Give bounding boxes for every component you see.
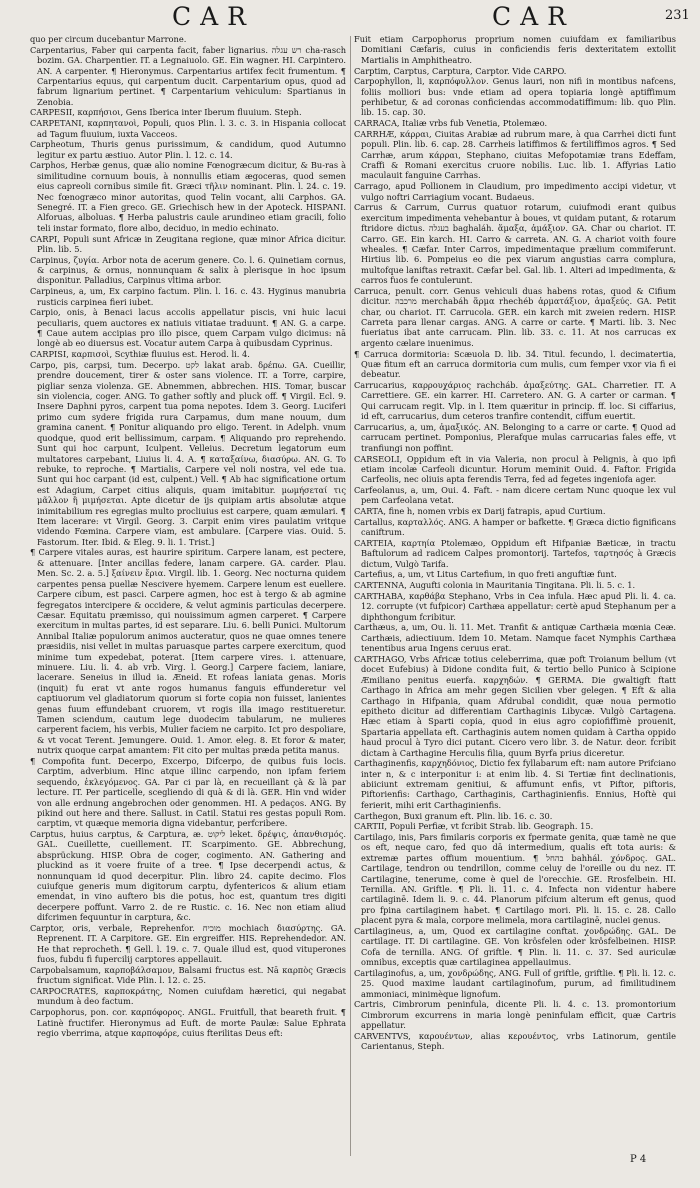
dictionary-entry: Carptus, huius carptus, & Carptura, æ. ליקוט leket. δρέψις, ἀπανθισμός. GAL. Cueillette, cueillement. IT. Scarpimento. GE. Abbrechung, absprückung. HISP. Obra de coger, cogimento. AN. Gathering and pluckind as it voere fruite of a tree. ¶ Ipse decerpendi actus, & nonnunquam id quod decerpitur. Plin. libro 24. capite decimo. Flos cuiufque generis mum digitorum carptu, dyfentericos & alium etiam emendat, in vino auftero bis die potus, hoc est, quantum tres digiti decerpere poffunt. Varro 2. de re Rustic. c. 16. Nec non etiam aliud difcrimen fequuntur in carptura, &c.: [30, 829, 347, 923]
right-column: [354, 34, 676, 1052]
header-word-left: CAR: [172, 2, 256, 31]
dictionary-entry: Carruca, penult. corr. Genus vehiculi duas habens rotas, quod & Cifium dicitur. מרכבה merchabáh ἅρμα rhechéb ἁρματάξιον, ἁμαξεύς. GA. Petit char, ou chariot. IT. Carrucola. GER. ein karch mit zweien redern. HISP. Carreta para llenar cargas. ANG. A carre or carte. ¶ Marti. lib. 3. Nec fueriatus ibat ante carrucam. Plin. lib. 33. c. 11. At nos carrucas ex argento cælare inuenimus.: [354, 285, 676, 348]
dictionary-entry: CARPESII, καρπήσιοι, Gens Iberica inter Iberum fluuium. Steph.: [30, 107, 302, 118]
page-number: 231: [665, 8, 690, 23]
dictionary-entry: Cartilaginofus, a, um, χονδρώδης, ANG. Full of griftle, griftlie. ¶ Pli. li. 12. c. 25. Quod maxime laudant cartilaginofum, purum, ad fimilitudinem ammoniaci, minimèque lignofum.: [354, 967, 676, 999]
dictionary-entry: Fuit etiam Carpophorus proprium nomen cuiufdam ex familiaribus Domitiani Cæfaris, cuius in conficiendis feris dexteritatem extollit Martialis in Amphitheatro.: [354, 34, 676, 65]
dictionary-entry: quo per circum ducebantur Marrone.: [30, 34, 187, 44]
dictionary-entry: Cartilago, inis, Pars fimilaris corporis ex fpermate genita, quæ tamè ne que os eft, neque caro, fed quo dā intermedium, qualis eft tota auris: & extremæ partes offium mouentium. ¶ בהחל bahhál. χόνδρος. GAL. Cartilage, tendron ou tendrillon, comme celuy de l'oreille ou du nez. IT. Cartilagine, tenerume, come è quel de l'orecchie. GE. Rrosfelbein. HI. Ternilla. AN. Griftle. ¶ Pli. li. 11. c. 4. Infecta non videntur habere cartilaginē. Idem li. 9. c. 44. Planorum pifcium alterum eft genus, quod pro fpina cartilaginem habet. ¶ Cartilago mori. Pli. li. 15. c. 28. Callo placent pyra & mala, corpore melimela, mora cartilaginē, nuclei genus.: [354, 832, 676, 926]
dictionary-entry: Carthegon, Buxi granum eft. Plin. lib. 16. c. 30.: [354, 810, 553, 821]
dictionary-entry: Carptim, Carptus, Carptura, Carptor. Vide CARPO.: [354, 65, 567, 76]
dictionary-entry: Carpineus, a, um, Ex carpino factum. Plin. l. 16. c. 43. Hyginus manubria rusticis carpinea fieri iubet.: [30, 286, 346, 307]
dictionary-entry: Carpentarius, Faber qui carpenta facit, faber lignarius. רש עגלה cha-rasch bozim. GA. Charpentier. IT. a Legnaiuolo. GE. Ein wagner. HI. Carpintero. AN. A carpenter. ¶ Hieronymus. Carpentarius artifex fecit frumentum. ¶ Carpentarius equus, qui carpentum ducit. Carpentarium opus, quod ad fabrum lignarium pertinet. ¶ Carpentarium vehiculum: Spartianus in Zenobia.: [30, 44, 347, 107]
dictionary-entry: ¶ Carpere vitales auras, est haurire spiritum. Carpere lanam, est pectere, & attenuare. [Inter ancillas federe, lanam carpere. GA. carder. Plau. Men. Sc. 2. a. 5.] ξαίνειν ἔρια. Virgil. lib. 1. Georg. Nec nocturna quidem carpentes pensa puellæ Nescivere hyemem. Carpere lenum est euellere. Carpere cibum, est pasci. Carpere agmen, hoc est à tergo & ab agmine fegregatos intercipere & occidere, & velut agminis particulas decerpere. Cæsar. Equitatu præmisso, qui nouissimum agmen carperet. ¶ Carpere exercitum in multas partes, id est separare. Liu. 6. belli Punici. Multorum Annibal Italiæ populorum animos aucteratur, quos ne quae omnes tenere præsidiis, nisi vellet in multas paruasque partes carpere exercitum, quod minime tum expedebat, poterat. [Item carpere vires. i. attenuare, minuere. Liu. li. 4. ab vrb. Virg. l. Georg.] Carpere faciem, laniare, lacerare. Seneius in illud ia. Æneid. Et rofeas laniata genas. Moris (inquit) fu erat vt ante rogos humanus fanguis effunderetur vel captiuorum vel gladiatorum quorum si forte copia non fuisset, lanientes genas fuum effundebant cruorem, vt rogis illa imago restitueretur. Tamen sciendum, cautum lege duodecim tabularum, ne mulieres carperent faciem, his verbis, Mulier faciem ne carpito. Ict pro despoliare, & vt vocat Terent. Jemungere. Ouid. 1. Amor. eleg. 8. Et foror & mater, nutrix quoque carpat amantem: Fit cito per multas præda petita manus.: [30, 547, 346, 756]
dictionary-entry: Carrucarius, a, um, ἁμαξικός. AN. Belonging to a carre or carte. ¶ Quod ad carrucam pertinet. Pomponius, Plerafque mulas carrucarias fales effe, vt tranfiungi non poffint.: [354, 422, 676, 453]
signature-mark: P 4: [630, 1154, 647, 1165]
dictionary-entry: Cartefius, a, um, vt Litus Cartefium, in quo freti anguftiæ funt.: [354, 569, 617, 580]
dictionary-entry: CARPETANI, καρπητανοὶ, Populi, quos Plin. l. 3. c. 3. in Hispania collocat ad Tagum fluuium, iuxta Vacceos.: [30, 118, 346, 139]
dictionary-entry: CARTA, fine h, nomen vrbis ex Darij fatrapis, apud Curtium.: [354, 506, 606, 517]
dictionary-entry: CARPI, Populi sunt Africæ in Zeugitana regione, quæ minor Africa dicitur. Plin. lib. 5.: [30, 233, 346, 254]
dictionary-entry: CARRACA, Italiæ vrbs fub Venetia, Ptolemæo.: [354, 118, 548, 129]
dictionary-entry: Carpobalsamum, καρποβάλσαμον, Balsami fructus est. Nā καρπὸς Græcis fructum significat. Vide Plin. l. 12. c. 25.: [30, 964, 346, 986]
dictionary-entry: ¶ Compofita funt. Decerpo, Excerpo, Difcerpo, de quibus fuis locis. Carptim, adverbium. Hinc atque illinc carpendo, non ipfam feriem sequendo, ἐκλεγόμενος. GA. Par ci par là, en recueillant çà & là par lecture. IT. Per particelle, scegliendo di quà & di là. GER. Hin vnd wider von alle erdnung angebrochen oder genommen. HI. A pedaços. ANG. By pikind out here and there. Sallust. in Catil. Statui res gestas populi Rom. carptim, vt quæque memoria digna videbantur, perfcribere.: [30, 755, 346, 829]
dictionary-entry: Carphos, Herbæ genus, quæ alio nomine Fœnogræcum dicitur, & Bu-ras à similitudine cornuum bouis, à nonnullis etiam ægoceras, quod semen eius capreoli cornibus simile fit. Græci τῆλιν nominant. Plin. l. 24. c. 19. Nec fœnogræco minor autoritas, quod Telin vocant, alii Carphos. GA. Senegré. IT. a Fien greco. GE. Griechisch hew in der Apoteck. HISPANI. Alforuas, alboluas. ¶ Herba palustris caule arundineo etiam gracili, folio teli instar formato, flore albo, deciduo, in medio echinato.: [30, 160, 346, 233]
dictionary-entry: CARPOCRATES, καρποκράτης, Nomen cuiufdam hæretici, qui negabat mundum à deo factum.: [30, 986, 346, 1007]
dictionary-entry: Carpo, pis, carpsi, tum. Decerpo. לקט lakat arab. δρέπω. GA. Cueillir, prendre doucement, tirer & oster sans violence. IT. a Torre, carpire, pigliar senza violenza. GE. Abnemmen, abbrechen. HIS. Tomar, buscar sin violencia, coger. ANG. To gather softly and pluck off. ¶ Virgil. Ecl. 9. Insere Daphni pyros, carpent tua poma nepotes. Idem 3. Georg. Luciferi primo cum sydere frigida rura Carpamus, dum mane nouum, dum gramina canent. ¶ Ponitur aliquando pro eligo. Terent. in Adelph. vnum quodque, quod erit bellissimum, carpam. ¶ Aliquando pro reprehendo. Sunt qui hoc carpunt, Iculpent. Velleius. Decretum legatorum eum multatores carpebant, Liuius li. 4. A. ¶ καταξαίνω, διασύρω. AN. G. To rebuke, to reproche. ¶ Martialis, Carpere vel noli nostra, vel ede tua. Sunt qui hoc carpant (id est, culpent.) Vell. ¶ Ab hac significatione ortum est Adagium, Carpet citius aliquis, quam imitabitur. μωμήσεταί τις μᾶλλον ἢ μιμήσεται. Apte dicetur de ijs quipiam artis absolutæ atque inimitabilium res egregias multo procliuius est carpere, quam æmulari. ¶ Item lacerare: vt Virgil. Georg. 3. Carpit enim vires paulatim vritque videndo Fœmina. Carpere viam, est ambulare. [Carpere vias. Ouid. 5. Fastorum. Iter. Ibid. & Eleg. 9. li. 1. Trist.]: [30, 359, 347, 547]
dictionary-entry: Cartilagineus, a, um, Quod ex cartilagine conftat. χονδρώδης. GAL. De cartilage. IT. Di cartilagine. GE. Von krôsfelen oder krôsfelbeinen. HISP. Cofa de ternilla. ANG. Of griftle. ¶ Plin. li. 11. c. 37. Sed auriculæ omnibus, exceptis quæ cartilaginea appellauimus.: [354, 925, 676, 968]
left-column: [30, 34, 346, 1039]
running-header: [0, 0, 700, 32]
dictionary-entry: Carrus & Carrum, Currus quatuor rotarum, cuiufmodi erant quibus exercitum impedimenta vehebantur à boues, vt quidam putant, & rotarum ftridore dictus. בעגלה baghaláh. ἅμαξα, ἁμάξιον. GA. Char ou chariot. IT. Carro. GE. Ein karch. HI. Carro & carreta. AN. G. A chariot voith foure wheales. ¶ Cæfar. Inter Carros, impedimentaque prælium commiferunt. Hirtius lib. 6. Pompeius eo die pex viarum angustias carra complura, multofque laniftas retraxit. Cæfar bel. Gal. lib. 1. Alteri ad impedimenta, & carros fuos fe contulerunt.: [354, 202, 677, 286]
dictionary-entry: CARTHABA, καρθάβα Stephano, Vrbs in Cea infula. Hæc apud Pli. li. 4. ca. 12. corrupte (vt fufpicor) Carthæa appellatur: certè apud Stephanum per a diphthongum fcribitur.: [354, 590, 676, 622]
dictionary-entry: ¶ Carruca dormitoria: Scæuola D. lib. 34. Titul. fecundo, l. decimatertia, Quæ fitum eft an carruca dormitoria cum mulis, cum femper vxor via fi ei debeatur.: [354, 348, 676, 380]
dictionary-entry: Cartallus, καρταλλός. ANG. A hamper or bafkette. ¶ Græca dictio fignificans caniftrum.: [354, 516, 676, 538]
dictionary-entry: CARTEIA, καρτηία Ptolemæo, Oppidum eft Hifpaniæ Bæticæ, in tractu Baftulorum ad radicem Calpes promontorij. Tartefos, ταρτησός à Græcis dictum, Vulgò Tarifa.: [354, 537, 676, 569]
dictionary-entry: Carpophorus, pon. cor. καρπόφορος. ANGL. Fruitfull, that beareth fruit. ¶ Latinè fructifer. Hieronymus ad Euft. de morte Paulæ: Salue Ephrata regio vberrima, atque καρποφόρε, cuius fterilitas Deus eft:: [30, 1007, 346, 1038]
dictionary-entry: Carthæus, a, um, Ou. li. 11. Met. Tranfit & antiquæ Carthæia mœnia Ceæ. Carthæis, adiectiuum. Idem 10. Metam. Namque facet Nymphis Carthæa tenentibus arua Ingens ceruus erat.: [354, 622, 676, 654]
column-divider: [350, 36, 351, 1156]
dictionary-entry: CARSEOLI, Oppidum eft in via Valeria, non procul à Pelignis, à quo ipfi etiam incolæ Carfeoli dicuntur. Horum meminit Ouid. 4. Faftor. Frigida Carfeolis, nec oliuis apta ferendis Terra, fed ad fegetes ingeniofa ager.: [354, 453, 676, 485]
dictionary-entry: Carpinus, ζυγία. Arbor nota de acerum genere. Co. l. 6. Quinetiam cornus, & carpinus, & ornus, nonnunquam & salix à plerisque in hoc ipsum disponitur. Palladius, Carpinus vltima arbor.: [30, 254, 346, 286]
dictionary-entry: Carptor, oris, verbale, Reprehenfor. מוכיח mochiach διασύρτης. GA. Reprenent. IT. A Carpitore. GE. Ein ergreiffer. HIS. Reprehendedor. AN. He that reprocheth. ¶ Gell. l. 19. c. 7. Quale illud est, quod vituperones fuos, fubdu fi fupercilij carptores appellauit.: [30, 922, 346, 965]
dictionary-entry: Carpio, onis, à Benaci lacus accolis appellatur piscis, vni huic lacui peculiaris, quem auctores ex natiuis vitiatae traduunt. ¶ AN. G. a carpe. ¶ Caue autem accipias pro illo pisce, quem Carpam vulgo dicimus: nā longè ab eo diuersus est. Vocatur autem Carpa à quibusdam Cyprinus.: [30, 307, 346, 349]
dictionary-entry: CARTENNA, Augufti colonia in Mauritania Tingitana. Pli. li. 5. c. 1.: [354, 580, 636, 591]
dictionary-entry: Cartris, Cimbrorum peninfula, dicente Pli. li. 4. c. 13. promontorium Cimbrorum excurrens in maria longè peninfulam efficit, quæ Cartris appellatur.: [354, 999, 676, 1031]
dictionary-entry: CARTII, Populi Perfiæ, vt fcribit Strab. lib. Geograph. 15.: [354, 821, 594, 832]
dictionary-entry: Carpophyllon, li, καρπόφυλλον. Genus lauri, non nifi in montibus nafcens, foliis molliori bus: vnde etiam ad opera topiaria longè aptiffimum perhibetur, & ad coronas conficiendas accommodatiffimum: lib. quo Plin. lib. 15. cap. 30.: [354, 76, 676, 118]
dictionary-entry: Carpheotum, Thuris genus purissimum, & candidum, quod Autumno legitur ex partu æstiuo. Autor Plin. l. 12. c. 14.: [30, 139, 346, 160]
dictionary-entry: CARPISI, καρπισοὶ, Scythiæ fluuius est. Herod. li. 4.: [30, 349, 250, 360]
header-word-right: CAR: [492, 2, 576, 31]
dictionary-entry: Carrago, apud Pollionem in Claudium, pro impedimento accipi videtur, vt vulgo noftri Carriagium vocant. Budaeus.: [354, 181, 676, 202]
dictionary-entry: Carfeolanus, a, um, Oui. 4. Faft. - nam dicere certam Nunc quoque lex vul pem Carfeolana vetat.: [354, 485, 676, 506]
dictionary-entry: Carthaginenfis, καρχηδόνιος, Dictio fex fyllabarum eft: nam autore Prifciano inter n, & c interponitur i: at enim lib. 4. Si Tertiæ fint declinationis, abiiciunt extremam genitiui, & affumunt enfis, vt Piftor, piftoris, Piftorienfis: Carthago, Carthaginis, Carthaginienfis. Ennius, Hoftè qui ferierit, mihi erit Carthaginienfis.: [354, 758, 676, 810]
dictionary-entry: Carrucarius, καρρουχάριος rachcháb. ἀμαξεύτης. GAL. Charretier. IT. A Carrettiere. GE. ein karrer. HI. Carretero. AN. G. A carter or carman. ¶ Qui carrucam regit. Vlp. in l. Item quæritur in princip. ff. loc. Si ciffarius, id eft, carrucarius, dum ceteros tranfire contendit, ciffum euertit.: [354, 380, 676, 422]
dictionary-entry: CARRHÆ, κάρραι, Ciuitas Arabiæ ad rubrum mare, à qua Carrhei dicti funt populi. Plin. lib. 6. cap. 28. Carrheis latiffimos & fertiliffimos agros. ¶ Sed Carrhæ, arum κάρραι, Stephano, ciuitas Mefopotamiæ trans Edeffam, Craffi & Romani exercitus cruore nobilis. Luc. lib. 1. Affyrias Latio maculauit fanguine Carrhas.: [354, 128, 676, 181]
dictionary-entry: CARVENTVS, καρουέντων, alias κερουέντος, vrbs Latinorum, gentile Carientanus, Steph.: [354, 1030, 676, 1052]
dictionary-entry: CARTHAGO, Vrbs Africæ totius celeberrima, quæ poft Troianum bellum (vt docet Eufebius) à Didone condita fuit, & tertio bello Punico à Scipione Æmiliano penitus euerfa. καρχηδών. ¶ GERMA. Die gwaltigft ftatt Carthago in Africa am mehr gegen Sicilien vber gelegen. ¶ Eft & alia Carthago in Hifpania, quam Afdrubal condidit, quæ noua permotio epitheto dicitur ad differentiam Carthaginis Libycæ. Vulgò Cartagena. Hæc etiam à Sparti copia, quod in eius agro copiofiffimè prouenit, Spartaria appellata eft. Carthaginis autem nomen quidam à Cartha oppido haud procul à Tyro dici putant. Cicero vero libr. 3. de Natur. deor. fcribit dictam à Carthagine Herculis filia, quum Byrfa prius diceretur.: [354, 653, 676, 758]
